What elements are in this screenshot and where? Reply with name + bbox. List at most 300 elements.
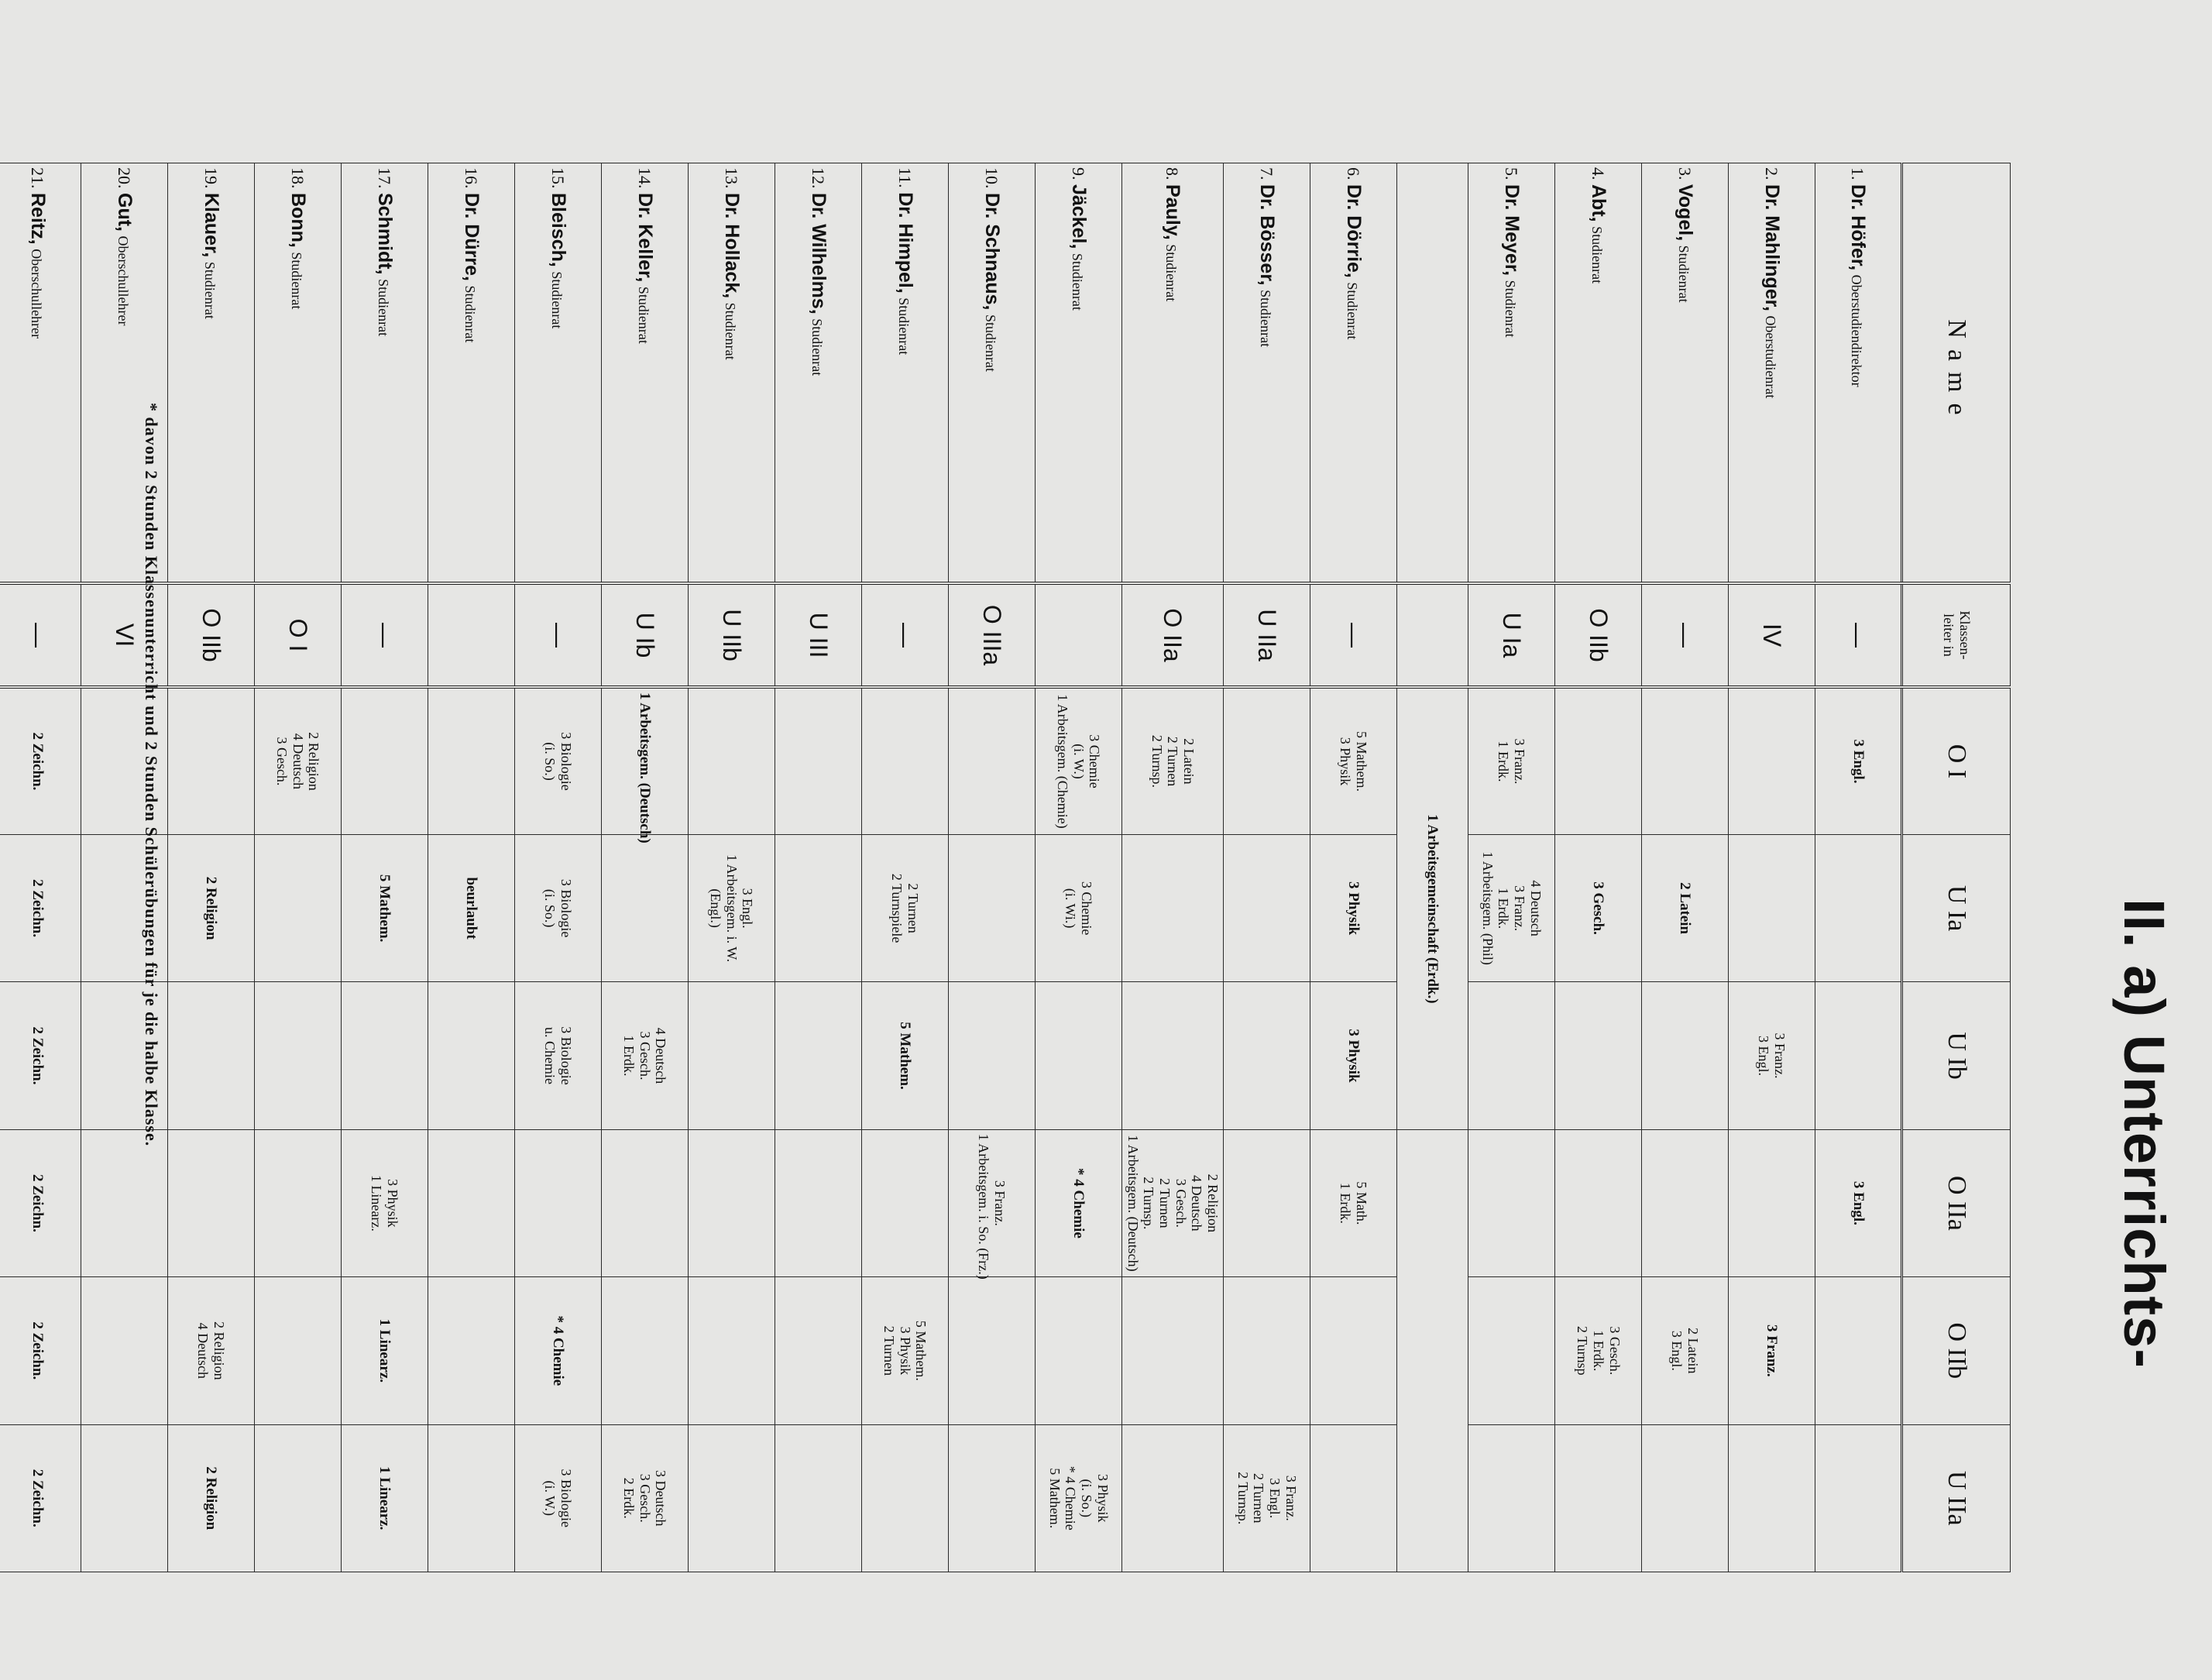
subject-cell (1224, 1277, 1310, 1424)
subject-text: 2 Zeichn. (29, 1469, 46, 1527)
subject-cell (428, 834, 514, 981)
subject-cell (601, 834, 688, 981)
row-number: 17. (374, 167, 394, 189)
subject-cell (948, 1277, 1035, 1424)
subject-text: * 4 Chemie (550, 1315, 567, 1386)
subject-cell (1468, 1424, 1555, 1572)
table-row (1224, 163, 1310, 1572)
subject-text: 3 Physik (i. So.) * 4 Chemie 5 Mathem. (1046, 1465, 1111, 1531)
subject-cell (948, 1129, 1035, 1280)
teacher-cell (1815, 163, 1902, 584)
subject-cell (1035, 1129, 1121, 1276)
table-row (1815, 163, 1902, 1572)
subject-cell (861, 1129, 948, 1276)
klassenleiter-cell: O IIIa (948, 583, 1035, 687)
teacher-rank: Oberschullehrer (28, 249, 44, 339)
teacher-rank: Studienrat (548, 271, 565, 329)
subject-cell (1121, 1424, 1223, 1572)
subject-cell (341, 1277, 428, 1424)
row-number: 13. (721, 167, 741, 189)
teacher-cell (428, 163, 514, 584)
teacher-cell (514, 163, 601, 584)
teacher-name: Pauly, (1162, 184, 1184, 240)
subject-text: * 4 Chemie (1070, 1168, 1087, 1239)
subject-text: 2 Latein (1677, 882, 1694, 935)
header-class-oiia: O IIa (1902, 1129, 2011, 1276)
subject-cell (861, 1277, 948, 1424)
subject-cell (1468, 834, 1555, 981)
klassenleiter-cell: O I (254, 583, 341, 687)
subject-text: 3 Gesch. (1590, 881, 1607, 935)
subject-cell (167, 1424, 254, 1572)
subject-text: 3 Franz. 1 Erdk. (1496, 738, 1528, 785)
subject-cell (1729, 1277, 1815, 1424)
row-number: 14. (634, 167, 654, 189)
teacher-name: Dr. Meyer, (1501, 184, 1523, 277)
teacher-rank: Oberstudiendirektor (1849, 274, 1865, 387)
subject-cell (1121, 982, 1223, 1129)
teacher-rank: Oberstudienrat (1763, 315, 1778, 399)
subject-text: 2 Religion 4 Deutsch (195, 1321, 228, 1380)
table-row (0, 163, 81, 1572)
row-number: 3. (1675, 167, 1695, 180)
subject-text: 3 Biologie (i. So.) (542, 878, 575, 938)
subject-cell (167, 834, 254, 981)
subject-cell (514, 1277, 601, 1424)
subject-cell (948, 687, 1035, 834)
subject-cell (1121, 687, 1223, 834)
subject-cell (0, 982, 81, 1129)
subject-text: 3 Franz. (1764, 1324, 1781, 1377)
teacher-cell (948, 163, 1035, 584)
subject-text: 2 Zeichn. (29, 1026, 46, 1085)
subject-cell (1815, 1277, 1902, 1424)
table-row (428, 163, 514, 1572)
subject-cell (948, 834, 1035, 981)
subject-cell (861, 834, 948, 981)
subject-cell (688, 1129, 775, 1276)
table-row (948, 163, 1035, 1572)
subject-cell (1468, 1277, 1555, 1424)
subject-cell (948, 1424, 1035, 1572)
subject-cell (861, 982, 948, 1129)
klassenleiter-cell: — (1815, 583, 1902, 687)
teacher-name: Dr. Dürre, (460, 193, 483, 281)
teacher-rank: Studienrat (809, 318, 825, 376)
table-row (167, 163, 254, 1572)
subject-text: 5 Mathem. (897, 1022, 914, 1090)
teacher-cell (1310, 163, 1397, 584)
subject-cell (775, 1277, 861, 1424)
subject-cell (1642, 687, 1729, 834)
teacher-rank: Studienrat (1589, 226, 1605, 284)
table-header-row (1902, 163, 2011, 1572)
row-number: 15. (548, 167, 568, 189)
subject-text: 2 Latein 2 Turnen 2 Turnsp. (1149, 734, 1197, 788)
subject-cell (775, 834, 861, 981)
row-number: 12. (808, 167, 828, 189)
teacher-cell (1468, 163, 1555, 584)
row-number: 5. (1502, 167, 1521, 180)
row-number: 4. (1589, 167, 1608, 180)
subject-cell (1224, 834, 1310, 981)
row-number: 19. (201, 167, 221, 189)
subject-cell (1729, 834, 1815, 981)
table-row (254, 163, 341, 1572)
subject-cell (775, 687, 861, 834)
teacher-name: Schmidt, (373, 193, 396, 275)
footnote: * davon 2 Stunden Klassenunterricht und 2 Stunden Schülerübungen für je die halbe Klasse. (142, 403, 161, 1147)
teacher-name: Abt, (1588, 184, 1609, 222)
empty-cell (1397, 583, 1468, 687)
subject-cell (1642, 1129, 1729, 1276)
subject-cell (428, 982, 514, 1129)
subject-cell (601, 1277, 688, 1424)
subject-cell (514, 834, 601, 981)
row-number: 9. (1068, 167, 1088, 180)
subject-cell (514, 1129, 601, 1276)
teacher-cell (167, 163, 254, 584)
subject-text: 3 Physik (1345, 881, 1362, 936)
subject-cell (1035, 834, 1121, 981)
header-class-uiia: U IIa (1902, 1424, 2011, 1572)
subject-cell (1815, 1424, 1902, 1572)
subject-cell (81, 1277, 167, 1424)
subject-cell (1468, 687, 1555, 834)
table-row (688, 163, 775, 1572)
table-row (1642, 163, 1729, 1572)
table-row (1468, 163, 1555, 1572)
subject-text: 3 Engl. (1850, 1180, 1867, 1225)
teacher-cell (861, 163, 948, 584)
subject-cell (1310, 834, 1397, 981)
subject-cell (1224, 1424, 1310, 1572)
row-number: 7. (1257, 167, 1276, 180)
subject-cell (1310, 1129, 1397, 1276)
subject-text: 5 Mathem. 3 Physik (1338, 730, 1370, 792)
subject-cell (0, 1424, 81, 1572)
table-row (601, 163, 688, 1572)
teaching-assignment-table (0, 163, 2011, 1572)
klassenleiter-cell: U IIa (1224, 583, 1310, 687)
subject-cell (167, 1129, 254, 1276)
teacher-name: Reitz, (26, 193, 49, 245)
subject-text: 1 Linearz. (376, 1318, 393, 1383)
subject-text: 3 Engl. 1 Arbeitsgem. i. W. (Engl.) (708, 854, 756, 963)
subject-cell (0, 1129, 81, 1276)
subject-text: 2 Zeichn. (29, 1173, 46, 1232)
klassenleiter-cell: — (1642, 583, 1729, 687)
subject-cell (1224, 687, 1310, 834)
subject-cell (775, 982, 861, 1129)
row-number: 16. (461, 167, 481, 189)
row-number: 18. (287, 167, 307, 189)
subject-cell (428, 1424, 514, 1572)
teacher-cell (1555, 163, 1642, 584)
subject-cell (601, 1424, 688, 1572)
teacher-name: Bonn, (287, 193, 309, 248)
subject-cell (861, 1424, 948, 1572)
teacher-cell (341, 163, 428, 584)
subject-cell (341, 1129, 428, 1276)
subject-cell (254, 1424, 341, 1572)
subject-text: 2 Religion (203, 876, 220, 940)
teacher-rank: Studienrat (1069, 253, 1085, 311)
empty-cell (1397, 1129, 1468, 1572)
subject-cell (341, 687, 428, 834)
subject-cell (1224, 982, 1310, 1129)
row-number: 6. (1344, 167, 1363, 180)
subject-cell (601, 982, 688, 1129)
subject-cell (1468, 982, 1555, 1129)
subject-cell (254, 1277, 341, 1424)
table-row (1729, 163, 1815, 1572)
teacher-cell (0, 163, 81, 584)
subject-cell (1224, 1129, 1310, 1276)
subject-cell (428, 1277, 514, 1424)
teacher-name: Vogel, (1674, 184, 1696, 242)
subject-cell (1555, 982, 1642, 1129)
teacher-name: Gut, (113, 193, 136, 232)
subject-cell (1815, 982, 1902, 1129)
teacher-cell (1224, 163, 1310, 584)
table-row-span (1397, 163, 1468, 1572)
subject-cell (688, 982, 775, 1129)
subject-cell (1121, 834, 1223, 981)
klassenleiter-cell: U III (775, 583, 861, 687)
subject-cell (1035, 687, 1121, 834)
teacher-cell (1121, 163, 1223, 584)
subject-text: 5 Mathem. 3 Physik 2 Turnen (881, 1320, 929, 1381)
teacher-name: Dr. Bösser, (1256, 184, 1278, 286)
subject-cell (1729, 982, 1815, 1129)
table-row (1555, 163, 1642, 1572)
subject-cell (341, 834, 428, 981)
subject-text: 3 Physik (1345, 1029, 1362, 1083)
teacher-cell (254, 163, 341, 584)
subject-text: 3 Chemie (i. Wi.) (1063, 881, 1095, 936)
subject-cell (514, 982, 601, 1129)
subject-cell (1555, 1277, 1642, 1424)
table-row (341, 163, 428, 1572)
spanning-subject-text: 1 Arbeitsgemeinschaft (Erdk.) (1424, 814, 1441, 1004)
klassenleiter-cell: U IIb (688, 583, 775, 687)
subject-cell (1121, 1129, 1223, 1276)
teacher-name: Dr. Höfer, (1847, 184, 1870, 271)
subject-text: 3 Biologie u. Chemie (542, 1026, 575, 1085)
subject-cell (341, 982, 428, 1129)
teacher-cell (688, 163, 775, 584)
subject-cell (1815, 834, 1902, 981)
row-number: 20. (114, 167, 134, 189)
teacher-rank: Studienrat (722, 302, 738, 360)
table-row (1035, 163, 1121, 1572)
subject-cell (1642, 982, 1729, 1129)
header-class-uib: U Ib (1902, 982, 2011, 1129)
subject-cell (254, 982, 341, 1129)
teacher-rank: Studienrat (635, 286, 651, 344)
subject-text: 3 Physik 1 Linearz. (369, 1174, 401, 1232)
subject-cell (81, 1129, 167, 1276)
subject-cell (1035, 982, 1121, 1129)
teacher-rank: Studienrat (1676, 245, 1692, 303)
subject-text: 3 Engl. (1850, 739, 1867, 784)
row-number: 11. (895, 167, 915, 188)
subject-cell (167, 1277, 254, 1424)
teacher-rank: Studienrat (201, 261, 218, 319)
teacher-cell (775, 163, 861, 584)
table-body (0, 163, 1902, 1572)
teacher-name: Jäckel, (1067, 184, 1090, 249)
klassenleiter-cell: — (0, 583, 81, 687)
subject-text: 5 Math. 1 Erdk. (1338, 1181, 1370, 1225)
table-row (1121, 163, 1223, 1572)
subject-text: 2 Zeichn. (29, 879, 46, 938)
header-klassenleiter (1902, 583, 2011, 687)
klassenleiter-cell: O IIb (1555, 583, 1642, 687)
subject-cell (948, 982, 1035, 1129)
subject-cell (0, 834, 81, 981)
subject-text: 1 Linearz. (376, 1466, 393, 1531)
subject-cell (688, 834, 775, 981)
subject-cell (1310, 687, 1397, 834)
teacher-cell (1642, 163, 1729, 584)
subject-cell (1121, 1277, 1223, 1424)
subject-cell (1468, 1129, 1555, 1276)
subject-cell (775, 1424, 861, 1572)
subject-text: beurlaubt (463, 877, 480, 940)
teacher-rank: Studienrat (1503, 280, 1518, 338)
subject-text: 4 Deutsch 3 Franz. 1 Erdk. 1 Arbeitsgem. (Phil) (1479, 851, 1544, 965)
header-name: Name (1902, 163, 2011, 584)
subject-text: 3 Gesch. 1 Erdk. 2 Turnsp (1575, 1326, 1623, 1376)
subject-cell (601, 687, 688, 843)
row-number: 21. (27, 167, 47, 189)
subject-cell (1310, 982, 1397, 1129)
subject-cell (1642, 1277, 1729, 1424)
row-number: 1. (1848, 167, 1868, 180)
klassenleiter-cell: — (514, 583, 601, 687)
subject-cell (167, 982, 254, 1129)
subject-cell (1555, 1424, 1642, 1572)
subject-cell (1729, 1129, 1815, 1276)
klassenleiter-cell: — (1310, 583, 1397, 687)
subject-cell (1729, 1424, 1815, 1572)
subject-text: 3 Franz. 3 Engl. (1756, 1032, 1788, 1079)
header-class-oi: O I (1902, 687, 2011, 834)
subject-cell (254, 687, 341, 834)
subject-cell (341, 1424, 428, 1572)
teacher-rank: Oberschullehrer (115, 235, 131, 326)
table-row (861, 163, 948, 1572)
subject-text: 2 Zeichn. (29, 1321, 46, 1380)
klassenleiter-cell (428, 583, 514, 687)
klassenleiter-cell: O IIa (1121, 583, 1223, 687)
subject-text: 2 Religion 4 Deutsch 3 Gesch. (274, 732, 322, 791)
subject-cell (254, 834, 341, 981)
subject-cell (514, 1424, 601, 1572)
subject-cell (0, 687, 81, 834)
subject-cell (1815, 1129, 1902, 1276)
teacher-name: Klauer, (200, 193, 222, 258)
teacher-rank: Studienrat (982, 314, 998, 372)
subject-cell (254, 1129, 341, 1276)
teacher-name: Dr. Wilhelms, (807, 193, 830, 314)
subject-cell (688, 1424, 775, 1572)
table-row (1310, 163, 1397, 1572)
teacher-cell (1729, 163, 1815, 584)
subject-text: 1 Arbeitsgem. (Deutsch) (637, 692, 654, 843)
row-number: 10. (981, 167, 1001, 189)
klassenleiter-cell: IV (1729, 583, 1815, 687)
subject-cell (775, 1129, 861, 1276)
teacher-name: Bleisch, (547, 193, 569, 267)
teacher-rank: Studienrat (288, 252, 304, 310)
header-klassenleiter-text: Klassen- leiter in (1941, 610, 1973, 660)
klassenleiter-cell: — (341, 583, 428, 687)
teacher-cell (601, 163, 688, 584)
teacher-name: Dr. Hollack, (720, 193, 743, 299)
subject-text: 3 Deutsch 3 Gesch. 2 Erdk. (621, 1470, 669, 1527)
subject-cell (1555, 687, 1642, 834)
empty-cell (1397, 163, 1468, 584)
teacher-rank: Studienrat (462, 285, 478, 343)
subject-cell (1729, 687, 1815, 834)
subject-cell (0, 1277, 81, 1424)
subject-text: 3 Franz. 1 Arbeitsgem. i. So. (Frz.) (976, 1133, 1008, 1280)
teacher-name: Dr. Keller, (634, 193, 656, 283)
page-heading: II. a) Unterrichts- (2112, 898, 2176, 1369)
subject-cell (1555, 1129, 1642, 1276)
table-row (775, 163, 861, 1572)
subject-cell (1815, 687, 1902, 834)
subject-cell (688, 1277, 775, 1424)
teacher-rank: Studienrat (1345, 282, 1360, 340)
subject-text: 3 Biologie (i. W.) (542, 1469, 575, 1528)
subject-cell (514, 687, 601, 834)
teacher-cell (1035, 163, 1121, 584)
subject-text: 5 Mathem. (376, 874, 393, 943)
subject-text: 3 Chemie (i. W.) 1 Arbeitsgem. (Chemie) (1055, 694, 1103, 829)
header-class-oiib: O IIb (1902, 1277, 2011, 1424)
klassenleiter-cell: U Ia (1468, 583, 1555, 687)
subject-cell (1310, 1277, 1397, 1424)
subject-cell (81, 1424, 167, 1572)
subject-text: 2 Latein 3 Engl. (1669, 1328, 1702, 1374)
subject-text: 3 Biologie (i. So.) (542, 732, 575, 791)
teacher-rank: Studienrat (375, 279, 391, 337)
subject-cell (1642, 834, 1729, 981)
klassenleiter-cell: U Ib (601, 583, 688, 687)
subject-cell (1642, 1424, 1729, 1572)
header-class-uia: U Ia (1902, 834, 2011, 981)
klassenleiter-cell (1035, 583, 1121, 687)
teacher-rank: Studienrat (1163, 244, 1180, 302)
subject-text: 2 Zeichn. (29, 732, 46, 791)
teacher-name: Dr. Dörrie, (1343, 184, 1365, 278)
teacher-rank: Studienrat (895, 297, 912, 356)
subject-cell (601, 1129, 688, 1276)
subject-cell (688, 687, 775, 834)
klassenleiter-cell: O IIb (167, 583, 254, 687)
spanning-subject-cell (1397, 687, 1468, 1129)
subject-cell (1555, 834, 1642, 981)
subject-cell (167, 687, 254, 834)
row-number: 8. (1163, 167, 1183, 180)
subject-cell (428, 687, 514, 834)
subject-cell (1035, 1424, 1121, 1572)
table-row (514, 163, 601, 1572)
